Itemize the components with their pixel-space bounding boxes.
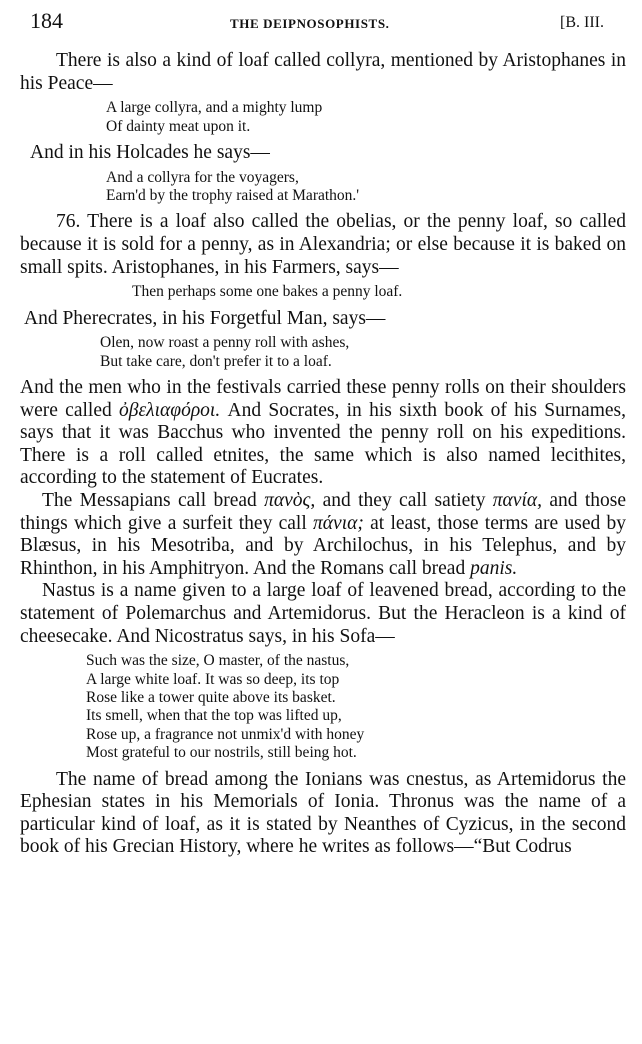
- verse-line: And a collyra for the voyagers,: [106, 168, 299, 186]
- text-run: And Socrates, in his sixth book of his Surnames, says that it was Bacchus who invented the penny roll on his expeditions. There is a roll called etnites, the same which is also named lecithites, according to the statement of Eucrates.: [20, 399, 626, 489]
- greek-term: πανὸς,: [264, 489, 316, 511]
- verse-line: But take care, don't prefer it to a loaf.: [100, 352, 332, 370]
- verse-line: Earn'd by the trophy raised at Marathon.': [106, 187, 360, 204]
- verse-line: A large white loaf. It was so deep, its top: [86, 670, 340, 688]
- latin-term: panis.: [470, 557, 518, 579]
- verse-sofa: [20, 652, 626, 762]
- paragraph-holcades: And in his Holcades he says—: [30, 142, 270, 163]
- text-run: The Messapians call bread: [42, 489, 265, 511]
- text-run: at least, those terms are used by Blæsus, in his Mesotriba, and by Archilochus, in his Telephus, and by Rhinthon, in his Amphitryon. And the Romans call bread: [20, 512, 626, 579]
- paragraph-nastus: Nastus is a name given to a large loaf of leavened bread, according to the statement of Polemarchus and Artemidorus. But the Heracleon is a kind of cheesecake. And Nicostratus says, in his Sofa—: [20, 580, 626, 647]
- text-run: And the men who in the festivals carried these penny rolls on their shoulders were called: [20, 377, 626, 421]
- paragraph-ionians: The name of bread among the Ionians was cnestus, as Artemidorus the Ephesian states in his Memorials of Ionia. Thronus was the name of a particular kind of loaf, as it is stated by Neanthes of Cyzicus, in the second book of his Grecian History, where he writes as follows—“But Codrus: [20, 768, 626, 858]
- verse-line: Most grateful to our nostrils, still being hot.: [86, 744, 357, 762]
- verse-line: A large collyra, and a mighty lump: [106, 99, 323, 117]
- paragraph-pherecrates: And Pherecrates, in his Forgetful Man, says—: [24, 307, 386, 329]
- verse-line: Rose up, a fragrance not unmix'd with honey: [86, 725, 365, 743]
- verse-line: Rose like a tower quite above its basket.: [86, 688, 336, 706]
- book-reference: [B. III.: [560, 14, 604, 31]
- paragraph-collyra: There is also a kind of loaf called collyra, mentioned by Aristophanes in his Peace—: [20, 50, 626, 94]
- verse-line: Of dainty meat upon it.: [106, 117, 251, 135]
- verse-line: Its smell, when that the top was lifted up,: [86, 707, 342, 725]
- verse-line: Olen, now roast a penny roll with ashes,: [100, 334, 350, 352]
- verse-forgetful-man: [20, 334, 626, 371]
- body-text: [20, 50, 626, 859]
- paragraph-messapians: [20, 490, 626, 580]
- page-header: [0, 8, 642, 38]
- text-run: and they call satiety: [315, 489, 493, 511]
- greek-term: πανία,: [492, 489, 542, 511]
- greek-term: ὀβελιαφόροι.: [119, 399, 221, 421]
- running-title: THE DEIPNOSOPHISTS.: [230, 16, 390, 31]
- verse-line: Such was the size, O master, of the nastus,: [86, 652, 350, 670]
- verse-farmers: [20, 283, 626, 301]
- page-number: 184: [30, 8, 63, 33]
- greek-term: πάνια;: [313, 512, 364, 534]
- text-run: and those things which give a surfeit they call: [20, 489, 626, 534]
- verse-peace: [20, 99, 626, 136]
- verse-line: Then perhaps some one bakes a penny loaf.: [132, 283, 403, 301]
- paragraph-penny-rolls: [20, 377, 626, 490]
- verse-holcades: [20, 169, 626, 206]
- paragraph-obelias: 76. There is a loaf also called the obelias, or the penny loaf, so called because it is sold for a penny, as in Alexandria; or else because it is baked on small spits. Aristophanes, in his Farmers, says—: [20, 211, 626, 278]
